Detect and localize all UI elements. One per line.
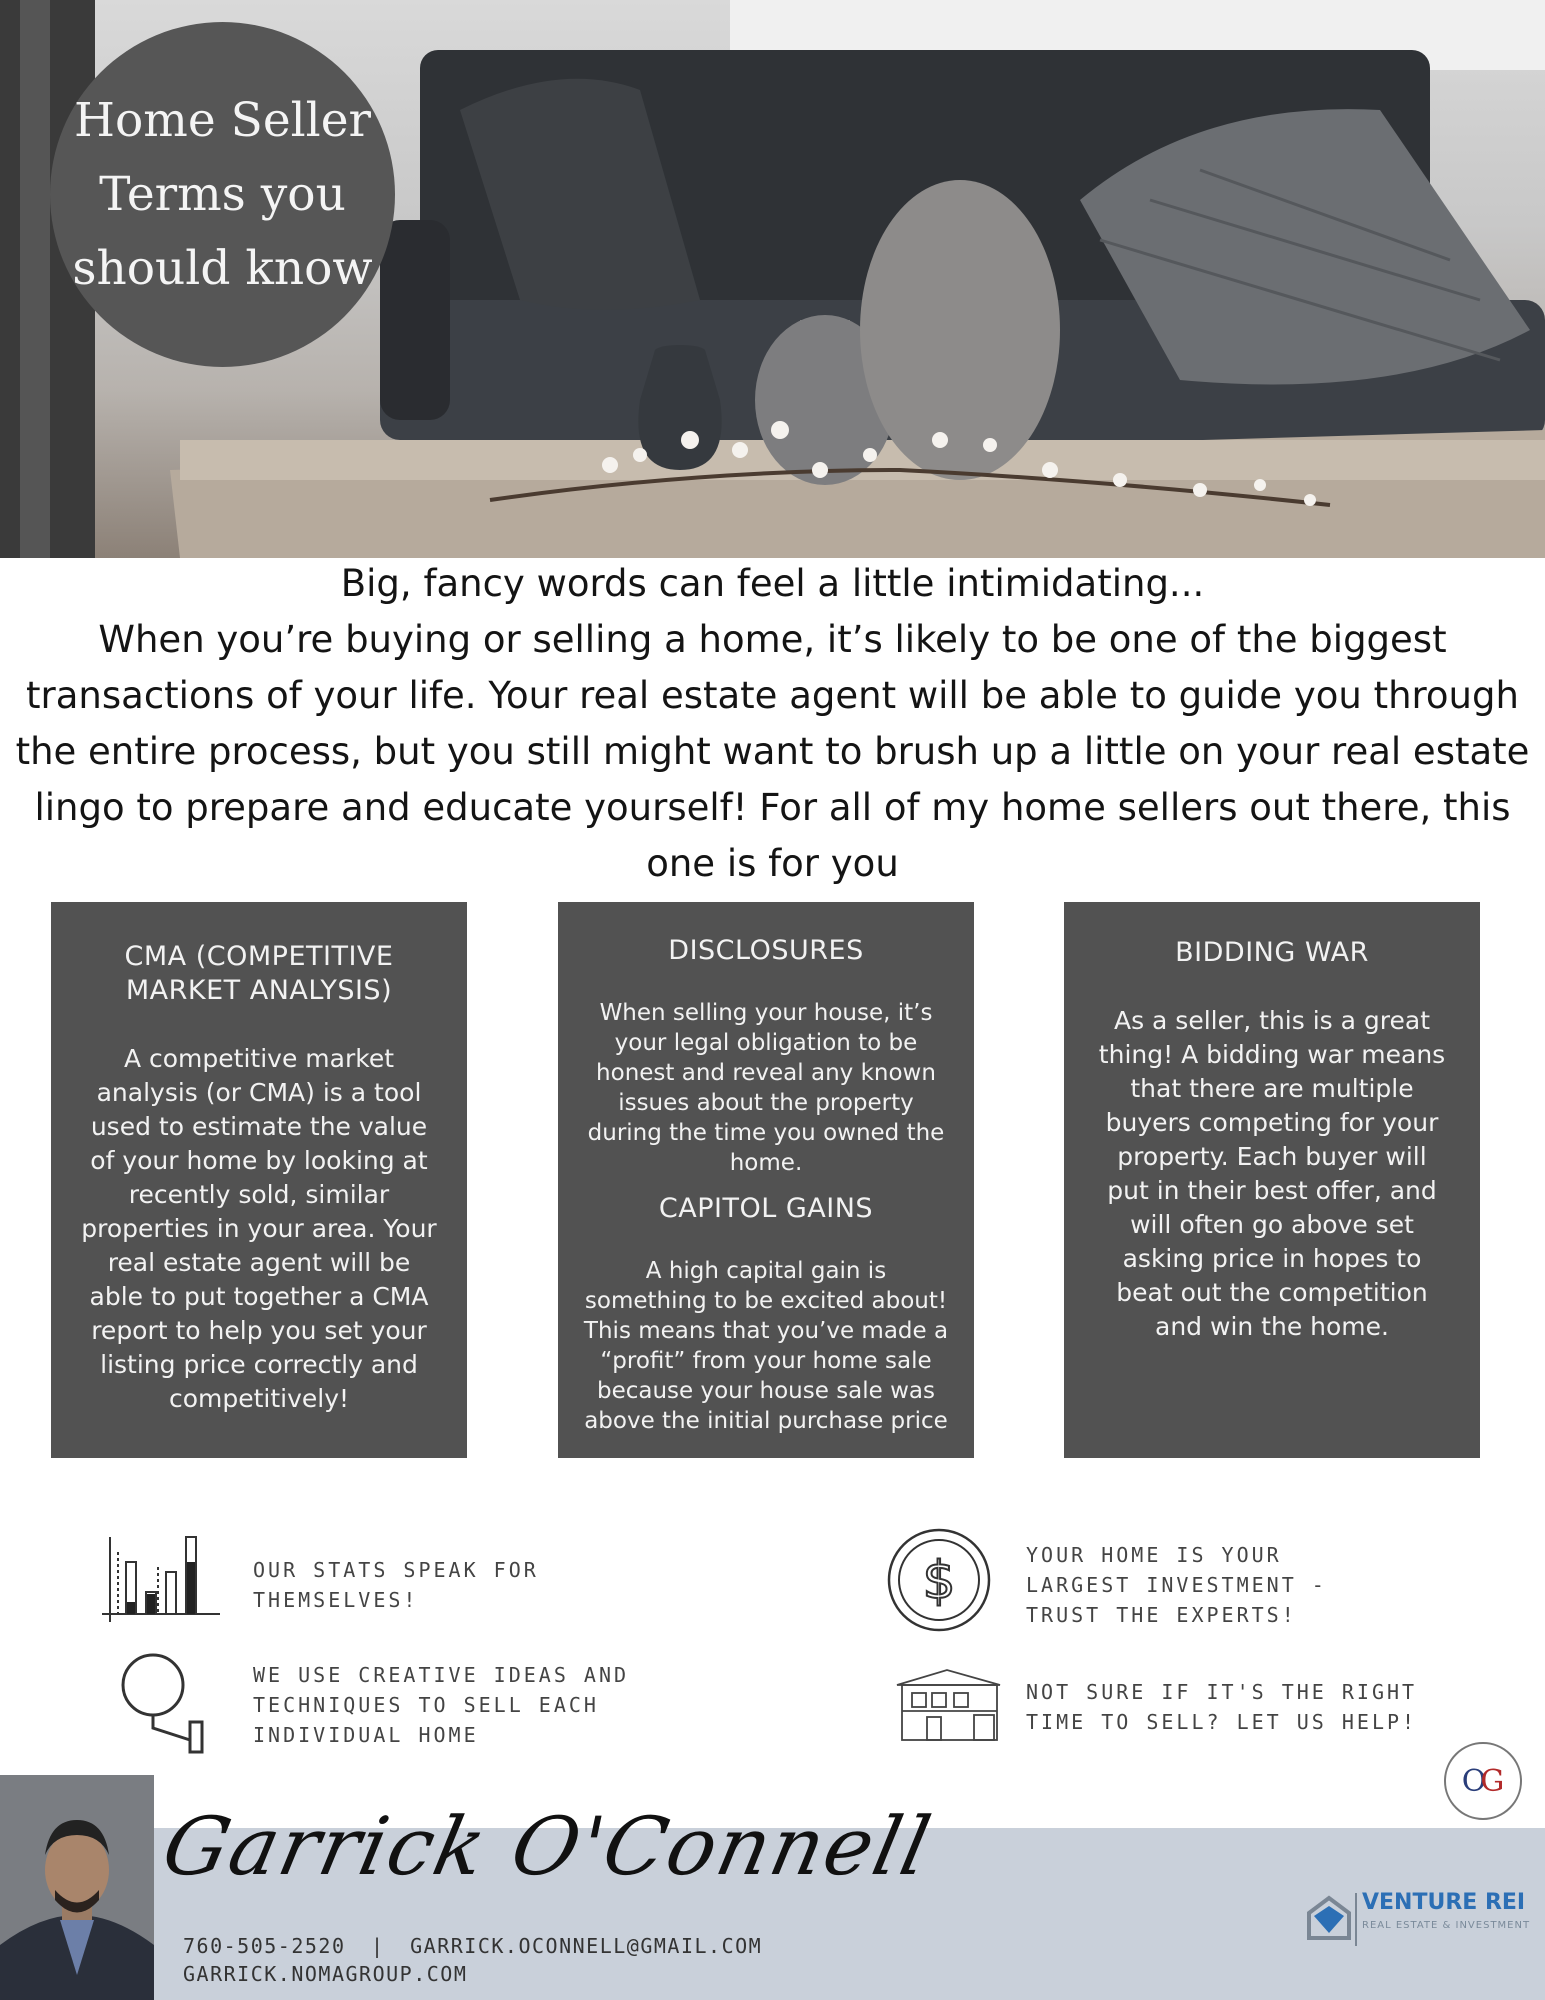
- agent-portrait-illustration: [0, 1775, 154, 2000]
- page-title-badge: [50, 22, 395, 367]
- intro-line: Big, fancy words can feel a little intimidating...: [340, 562, 1205, 605]
- brokerage-name: VENTURE REI: [1362, 1890, 1526, 1915]
- svg-text:$: $: [922, 1551, 956, 1611]
- intro-text: [0, 556, 1545, 892]
- feature-line: WE USE CREATIVE IDEAS AND: [253, 1663, 630, 1687]
- agent-website[interactable]: GARRICK.NOMAGROUP.COM: [183, 1962, 468, 1986]
- contact-line: [183, 1934, 762, 1958]
- agent-phone[interactable]: 760-505-2520: [183, 1934, 346, 1958]
- venture-rei-logo-icon: [1304, 1888, 1364, 1948]
- contact-separator: |: [371, 1934, 385, 1958]
- dollar-coin-icon: [885, 1526, 993, 1634]
- feature-line: TECHNIQUES TO SELL EACH: [253, 1693, 599, 1717]
- term-card-title: BIDDING WAR: [1175, 937, 1369, 968]
- intro-line: When you’re buying or selling a home, it’s likely to be one of the biggest: [98, 618, 1447, 661]
- og-logo-g: G: [1480, 1763, 1505, 1799]
- house-icon: [892, 1665, 1004, 1743]
- feature-text-stats: [253, 1555, 539, 1615]
- agent-email[interactable]: GARRICK.OCONNELL@GMAIL.COM: [410, 1934, 763, 1958]
- feature-text-timing: [1026, 1677, 1417, 1737]
- term-card-disclosures: [558, 902, 974, 1458]
- feature-line: INDIVIDUAL HOME: [253, 1723, 479, 1747]
- term-card-text: A competitive market analysis (or CMA) is a tool used to estimate the value of your home by looking at recently sold, similar properties in your area. Your real estate agent will be able to put together a CMA report to help you set your listing price correctly and competitively!: [81, 1044, 437, 1413]
- agent-photo: [0, 1775, 154, 2000]
- term-card-title-capitol-gains: CAPITOL GAINS: [658, 1193, 874, 1224]
- feature-line: THEMSELVES!: [253, 1588, 419, 1612]
- term-card-title: DISCLOSURES: [668, 935, 864, 966]
- feature-text-investment: [1026, 1540, 1327, 1630]
- term-card-title: CMA (COMPETITIVE MARKET ANALYSIS): [124, 941, 394, 1006]
- page-title-line: Terms you: [99, 166, 346, 222]
- feature-line: TRUST THE EXPERTS!: [1026, 1603, 1297, 1627]
- feature-line: OUR STATS SPEAK FOR: [253, 1558, 539, 1582]
- term-card-text: As a seller, this is a great thing! A bidding war means that there are multiple buyers competing for your property. Each buyer will put in their best offer, and will often go above set asking price in hopes to beat out the competition and win the home.: [1098, 1006, 1446, 1341]
- agent-signature: Garrick O'Connell: [155, 1800, 940, 1893]
- term-card-bidding-war: [1064, 902, 1480, 1458]
- term-card-text-capitol-gains: A high capital gain is something to be excited about! This means that you’ve made a “profit” from your home sale because your house sale was above the initial purchase price: [583, 1258, 949, 1434]
- feature-line: NOT SURE IF IT'S THE RIGHT: [1026, 1680, 1418, 1704]
- intro-line: transactions of your life. Your real estate agent will be able to guide you through: [26, 674, 1519, 717]
- term-card-cma: [51, 902, 467, 1458]
- intro-line: the entire process, but you still might want to brush up a little on your real estate: [15, 730, 1530, 773]
- feature-text-creative: [253, 1660, 629, 1750]
- feature-line: LARGEST INVESTMENT -: [1026, 1573, 1327, 1597]
- bar-chart-icon: [100, 1532, 225, 1627]
- page-title-line: should know: [72, 240, 373, 296]
- og-logo-o: O: [1461, 1763, 1487, 1799]
- brokerage-tagline: REAL ESTATE & INVESTMENT: [1362, 1920, 1531, 1931]
- term-card-text: When selling your house, it’s your legal obligation to be honest and reveal any known issues about the property during the time you owned the home.: [587, 1000, 945, 1176]
- feature-line: TIME TO SELL? LET US HELP!: [1026, 1710, 1418, 1734]
- hero-photo: [0, 0, 1545, 558]
- lightbulb-icon: [115, 1650, 215, 1755]
- og-group-logo: [1444, 1742, 1522, 1820]
- page-title-line: Home Seller: [74, 92, 371, 148]
- intro-line: one is for you: [646, 842, 899, 885]
- feature-line: YOUR HOME IS YOUR: [1026, 1543, 1282, 1567]
- intro-line: lingo to prepare and educate yourself! For all of my home sellers out there, this: [34, 786, 1511, 829]
